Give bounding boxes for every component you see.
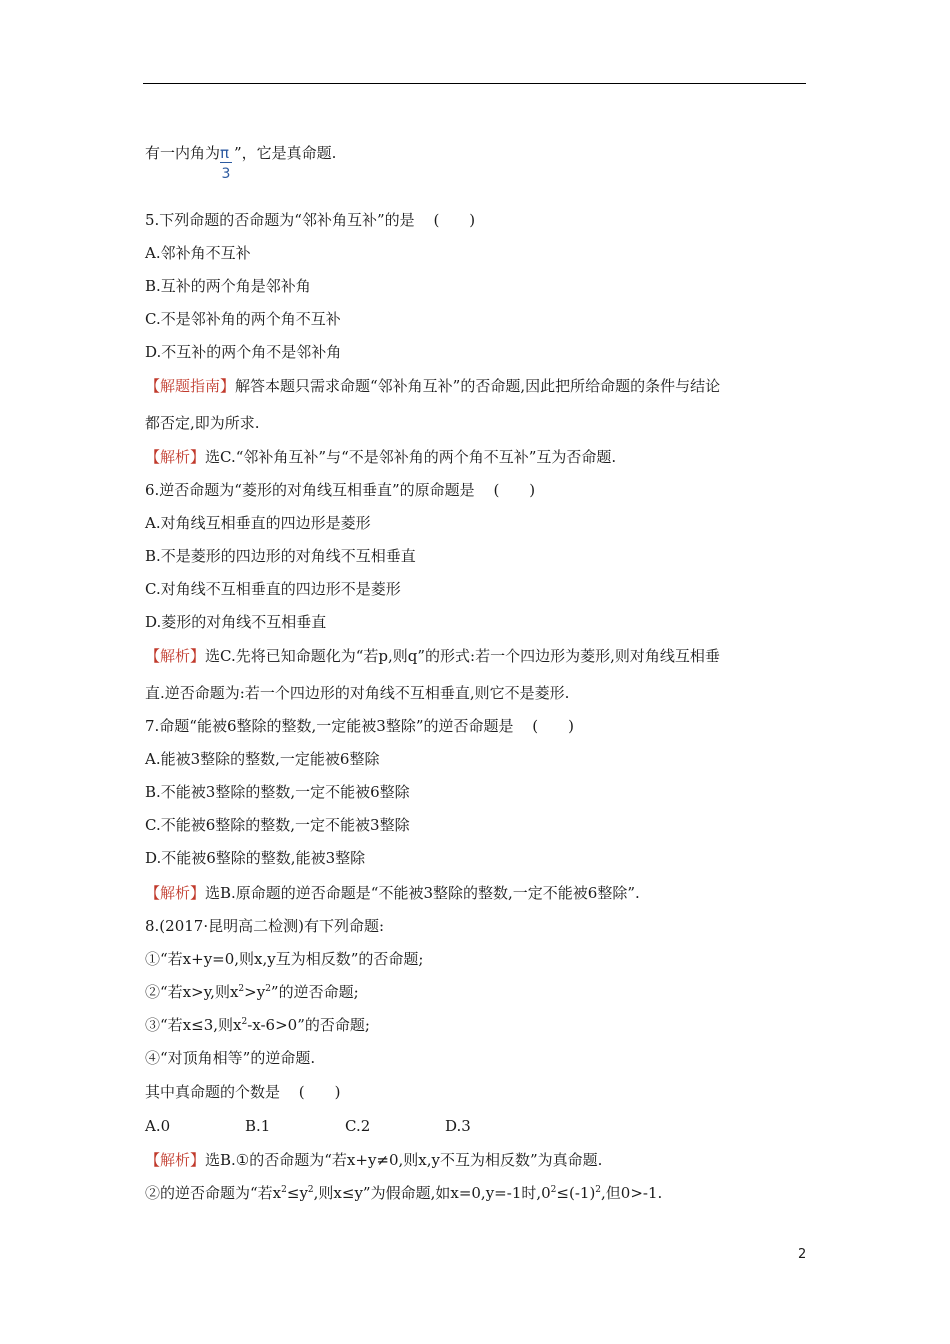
q8-blank: ( ) (298, 1083, 341, 1101)
q8-item-3-a: ③“若x≤3,则x (145, 1016, 242, 1034)
q6-answer (145, 646, 720, 666)
q5-stem (145, 210, 475, 230)
page-number: 2 (798, 1247, 807, 1262)
pi-over-3-fraction (220, 143, 234, 182)
q8-item-4: ④“对顶角相等”的逆命题. (145, 1049, 316, 1067)
guide-tag: 【解题指南】 (145, 377, 236, 395)
q8-option-d: D.3 (445, 1117, 471, 1135)
superscript: 2 (307, 1185, 314, 1195)
q6-option-d: D.菱形的对角线不互相垂直 (145, 613, 327, 631)
superscript: 2 (550, 1185, 557, 1195)
answer-tag: 【解析】 (145, 448, 206, 466)
q5-answer (145, 447, 616, 467)
q8-option-b: B.1 (245, 1117, 271, 1135)
q8-item-2-a: ②“若x>y,则x (145, 983, 239, 1001)
q8-ask (145, 1082, 341, 1102)
q6-option-c: C.对角线不互相垂直的四边形不是菱形 (145, 580, 401, 598)
q8-options (145, 1116, 545, 1136)
header-rule (143, 83, 806, 84)
q5-guide-cont: 都否定,即为所求. (145, 414, 260, 432)
q6-answer-text-1: 选C.先将已知命题化为“若p,则q”的形式:若一个四边形为菱形,则对角线互相垂 (205, 647, 720, 665)
q8-answer-2e: ,但0>-1. (601, 1184, 663, 1202)
q7-answer-text: 选B.原命题的逆否命题是“不能被3整除的整数,一定不能被6整除”. (205, 884, 640, 902)
q5-option-c: C.不是邻补角的两个角不互补 (145, 310, 341, 328)
q8-item-2-c: ”的逆否命题; (270, 983, 359, 1001)
q7-option-c: C.不能被6整除的整数,一定不能被3整除 (145, 816, 410, 834)
q7-option-d: D.不能被6整除的整数,能被3整除 (145, 849, 366, 867)
q8-item-3 (145, 1015, 370, 1035)
q8-item-3-b: -x-6>0”的否命题; (247, 1016, 370, 1034)
q8-answer-2c: ,则x≤y”为假命题,如x=0,y=-1时,0 (313, 1184, 551, 1202)
q7-stem (145, 716, 574, 736)
q8-item-2 (145, 982, 359, 1002)
q8-answer-text-1: 选B.①的否命题为“若x+y≠0,则x,y不互为相反数”为真命题. (205, 1151, 603, 1169)
pi-line-suffix: ”，它是真命题. (234, 144, 337, 162)
q8-option-c: C.2 (345, 1117, 371, 1135)
q8-answer-cont (145, 1183, 662, 1203)
q5-stem-text: 5.下列命题的否命题为“邻补角互补”的是 (145, 211, 415, 229)
pi-line-prefix: 有一内角为 (145, 144, 221, 162)
q5-guide-text-1: 解答本题只需求命题“邻补角互补”的否命题,因此把所给命题的条件与结论 (235, 377, 721, 395)
q8-answer-2a: ②的逆否命题为“若x (145, 1184, 282, 1202)
q5-blank: ( ) (433, 211, 476, 229)
fraction-denominator: 3 (220, 162, 232, 181)
q8-answer-2b: ≤y (286, 1184, 308, 1202)
answer-tag: 【解析】 (145, 647, 206, 665)
q6-answer-cont: 直.逆否命题为:若一个四边形的对角线不互相垂直,则它不是菱形. (145, 684, 570, 702)
q7-stem-text: 7.命题“能被6整除的整数,一定能被3整除”的逆否命题是 (145, 717, 514, 735)
q7-answer (145, 883, 640, 903)
q5-option-b: B.互补的两个角是邻补角 (145, 277, 311, 295)
answer-tag: 【解析】 (145, 1151, 206, 1169)
q8-item-2-b: >y (244, 983, 266, 1001)
q7-blank: ( ) (532, 717, 575, 735)
q6-blank: ( ) (493, 481, 536, 499)
q5-option-a: A.邻补角不互补 (145, 244, 251, 262)
q7-option-a: A.能被3整除的整数,一定能被6整除 (145, 750, 380, 768)
q8-ask-text: 其中真命题的个数是 (145, 1083, 281, 1101)
fraction-numerator: π (220, 144, 230, 162)
q6-stem-text: 6.逆否命题为“菱形的对角线互相垂直”的原命题是 (145, 481, 475, 499)
q8-answer-2d: ≤(-1) (556, 1184, 596, 1202)
superscript: 2 (595, 1185, 602, 1195)
q5-option-d: D.不互补的两个角不是邻补角 (145, 343, 342, 361)
superscript: 2 (241, 1017, 248, 1027)
q7-option-b: B.不能被3整除的整数,一定不能被6整除 (145, 783, 410, 801)
q5-guide (145, 376, 720, 396)
q6-stem (145, 480, 535, 500)
q8-answer (145, 1150, 602, 1170)
q6-option-b: B.不是菱形的四边形的对角线不互相垂直 (145, 547, 416, 565)
q8-option-a: A.0 (145, 1117, 171, 1135)
q8-stem: 8.(2017·昆明高二检测)有下列命题: (145, 917, 385, 935)
q5-answer-text: 选C.“邻补角互补”与“不是邻补角的两个角不互补”互为否命题. (205, 448, 617, 466)
q8-item-1: ①“若x+y=0,则x,y互为相反数”的否命题; (145, 950, 424, 968)
superscript: 2 (281, 1185, 287, 1195)
pi-line (145, 143, 337, 182)
superscript: 2 (238, 984, 245, 994)
superscript: 2 (265, 984, 271, 994)
answer-tag: 【解析】 (145, 884, 206, 902)
q6-option-a: A.对角线互相垂直的四边形是菱形 (145, 514, 371, 532)
